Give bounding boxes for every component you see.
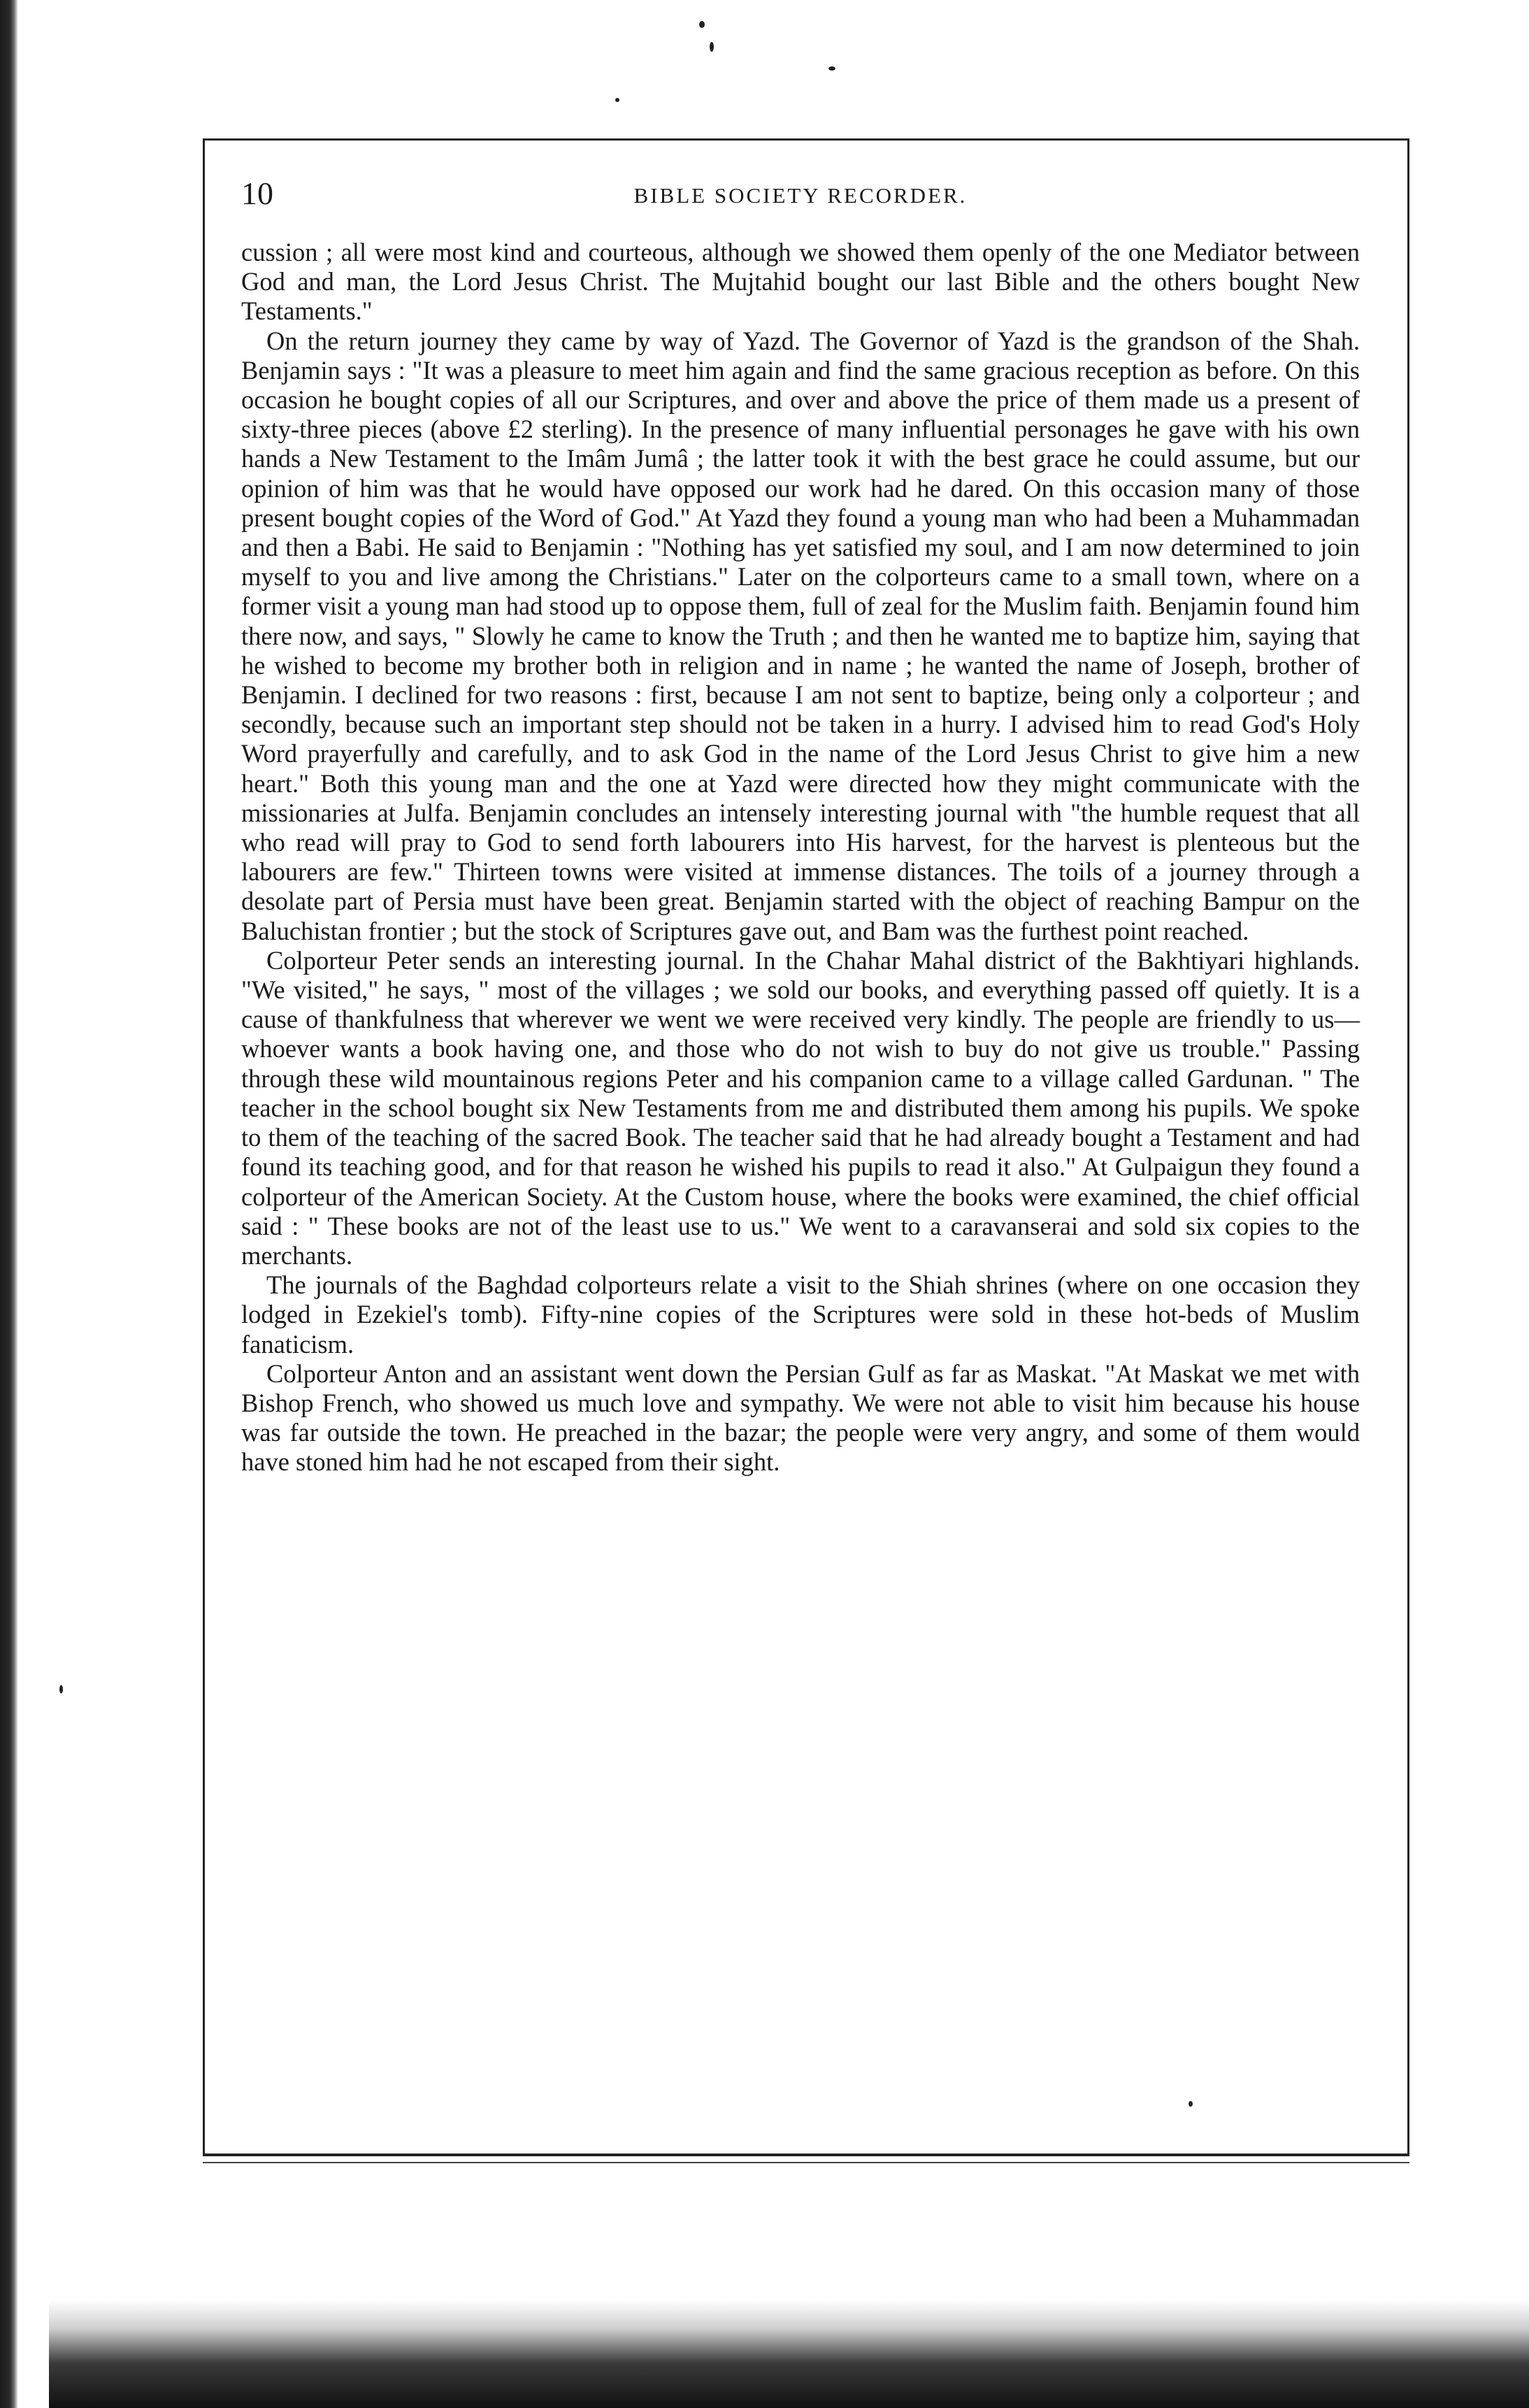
page-number: 10 [241, 175, 273, 211]
paragraph-colporteur-anton: Colporteur Anton and an assistant went down the Persian Gulf as far as Maskat. "At Maskat we met with Bishop French, who showed us much love and sympathy. We were not able to visit him because his house was far outside the town. He preached in the bazar; the people were very angry, and some of them would have stoned him had he not escaped from their sight. [241, 1359, 1360, 1477]
paragraph-colporteur-peter: Colporteur Peter sends an interesting journal. In the Chahar Mahal district of the Bakhtiyari highlands. "We visited," he says, " most of the villages ; we sold our books, and everything passed off quietly. It is a cause of thankfulness that wherever we went we were received very kindly. The people are friendly to us—whoever wants a book having one, and those who do not wish to buy do not give us trouble." Passing through these wild mountainous regions Peter and his companion came to a village called Gardunan. " The teacher in the school bought six New Testaments from me and distributed them among his pupils. We spoke to them of the teaching of the sacred Book. The teacher said that he had already bought a Testament and had found its teaching good, and for that reason he wished his pupils to read it also." At Gulpaigun they found a colporteur of the American Society. At the Custom house, where the books were examined, the chief official said : " These books are not of the least use to us." We went to a caravanserai and sold six copies to the merchants. [241, 945, 1360, 1270]
paragraph-yazd-journey: On the return journey they came by way of Yazd. The Governor of Yazd is the grandson of the Shah. Benjamin says : "It was a pleasure to meet him again and find the same gracious reception as before. On this occasion he bought copies of all our Scriptures, and over and above the price of them made us a present of sixty-three pieces (above £2 sterling). In the presence of many influential personages he gave with his own hands a New Testament to the Imâm Jumâ ; the latter took it with the best grace he could assume, but our opinion of him was that he would have opposed our work had he dared. On this occasion many of those present bought copies of the Word of God." At Yazd they found a young man who had been a Muhammadan and then a Babi. He said to Benjamin : "Nothing has yet satisfied my soul, and I am now determined to join myself to you and live among the Christians." Later on the colporteurs came to a small town, where on a former visit a young man had stood up to oppose them, full of zeal for the Muslim faith. Benjamin found him there now, and says, " Slowly he came to know the Truth ; and then he wanted me to baptize him, saying that he wished to become my brother both in religion and in name ; he wanted the name of Joseph, brother of Benjamin. I declined for two reasons : first, because I am not sent to baptize, being only a colporteur ; and secondly, because such an important step should not be taken in a hurry. I advised him to read God's Holy Word prayerfully and carefully, and to ask God in the name of the Lord Jesus Christ to give him a new heart." Both this young man and the one at Yazd were directed how they might communicate with the missionaries at Julfa. Benjamin concludes an intensely interesting journal with "the humble request that all who read will pray to God to send forth labourers into His harvest, for the harvest is plenteous but the labourers are few." Thirteen towns were visited at immense distances. The toils of a journey through a desolate part of Persia must have been great. Benjamin started with the object of reaching Bampur on the Baluchistan frontier ; but the stock of Scriptures gave out, and Bam was the furthest point reached. [241, 326, 1360, 945]
paragraph-continuation: cussion ; all were most kind and courteous, although we showed them openly of the one Mediator between God and man, the Lord Jesus Christ. The Mujtahid bought our last Bible and the others bought New Testaments." [241, 238, 1360, 326]
scan-speck [615, 98, 619, 102]
scan-speck [710, 42, 714, 52]
bottom-rule [203, 2153, 1409, 2156]
bottom-rule-secondary [203, 2162, 1409, 2163]
scan-speck [59, 1685, 63, 1693]
paragraph-baghdad-colporteurs: The journals of the Baghdad colporteurs relate a visit to the Shiah shrines (where on one occasion they lodged in Ezekiel's tomb). Fifty-nine copies of the Scriptures were sold in these hot-beds of Muslim fanaticism. [241, 1270, 1360, 1359]
journal-title: BIBLE SOCIETY RECORDER. [633, 183, 968, 208]
scan-speck [699, 21, 705, 28]
scan-bottom-edge [49, 2300, 1529, 2408]
running-head [241, 176, 1360, 218]
scan-speck [828, 66, 835, 71]
article-body [241, 238, 1360, 1477]
scan-left-edge [0, 0, 18, 2408]
